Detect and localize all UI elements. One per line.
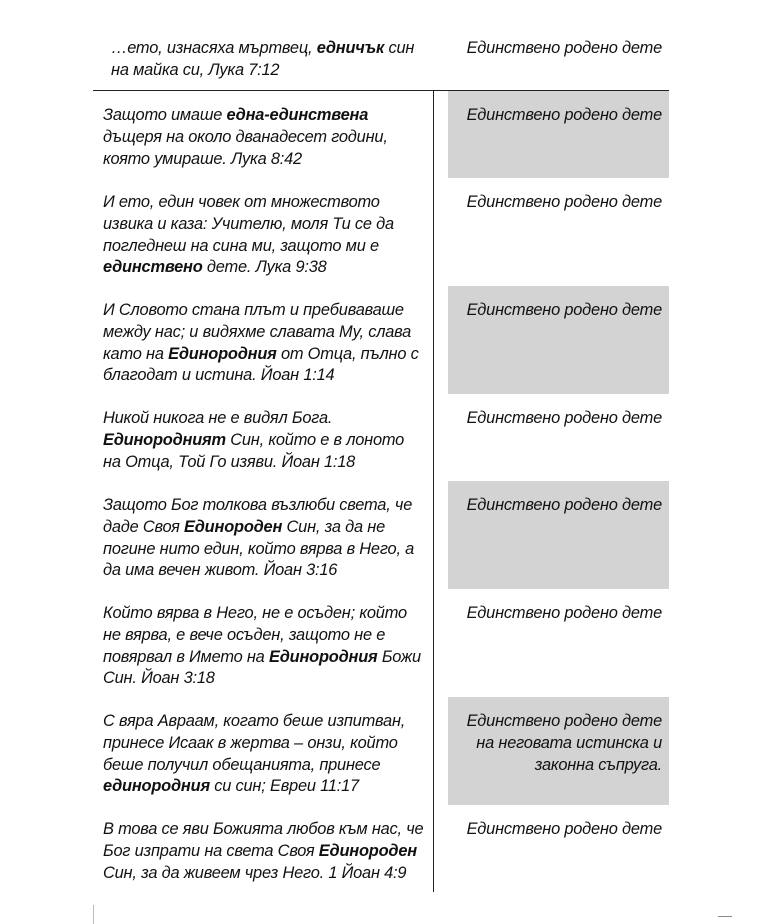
meaning-cell: Единствено родено дете <box>466 193 662 211</box>
table-row <box>93 286 669 394</box>
meaning-cell: Единствено родено дете <box>448 91 669 178</box>
meaning-cell: Единствено родено дете на неговата истинска и законна съпруга. <box>448 697 669 805</box>
table-row <box>93 805 669 892</box>
verse-cell: И Словото стана плът и пребиваваше между нас; и видяхме славата Му, слава като на Единородния от Отца, пълно с благодат и истина. Йоан 1:14 <box>93 286 434 394</box>
meaning-cell: Единствено родено дете <box>448 286 669 394</box>
meaning-cell: Единствено родено дете <box>466 409 662 427</box>
table-row <box>93 394 669 481</box>
verse-cell: …ето, изнасяха мъртвец, едничък син на майка си, Лука 7:12 <box>111 39 415 79</box>
meaning-cell: Единствено родено дете <box>466 39 662 57</box>
table-row <box>93 30 669 91</box>
table-row <box>93 481 669 589</box>
comparison-table <box>93 30 669 892</box>
verse-cell: И ето, един човек от множеството извика и каза: Учителю, моля Ти се да погледнеш на сина ми, защото ми е единствено дете. Лука 9:38 <box>93 178 434 286</box>
verse-cell: Защото Бог толкова възлюби света, че даде Своя Единороден Син, за да не погине нито един, който вярва в Него, а да има вечен живот. Йоан 3:16 <box>93 481 434 589</box>
table-row <box>93 91 669 178</box>
meaning-cell: Единствено родено дете <box>466 820 662 838</box>
verse-cell: Защото имаше една-единствена дъщеря на около дванадесет години, която умираше. Лука 8:42 <box>93 91 434 178</box>
table-row <box>93 697 669 805</box>
table-row <box>93 589 669 697</box>
page-margin-mark <box>93 905 94 924</box>
verse-cell: В това се яви Божията любов към нас, че Бог изпрати на света Своя Единороден Син, за да живеем чрез Него. 1 Йоан 4:9 <box>93 805 434 892</box>
meaning-cell: Единствено родено дете <box>448 481 669 589</box>
meaning-cell: Единствено родено дете <box>466 604 662 622</box>
page-corner-mark <box>718 916 732 917</box>
verse-cell: Който вярва в Него, не е осъден; който не вярва, е вече осъден, защото не е повярвал в Името на Единородния Божи Син. Йоан 3:18 <box>93 589 434 697</box>
verse-cell: Никой никога не е видял Бога. Единородният Син, който е в лоното на Отца, Той Го изяви. Йоан 1:18 <box>93 394 434 481</box>
table-row <box>93 178 669 286</box>
verse-cell: С вяра Авраам, когато беше изпитван, принесе Исаак в жертва – онзи, който беше получил обещанията, принесе единородния си син; Евреи 11:17 <box>93 697 434 805</box>
